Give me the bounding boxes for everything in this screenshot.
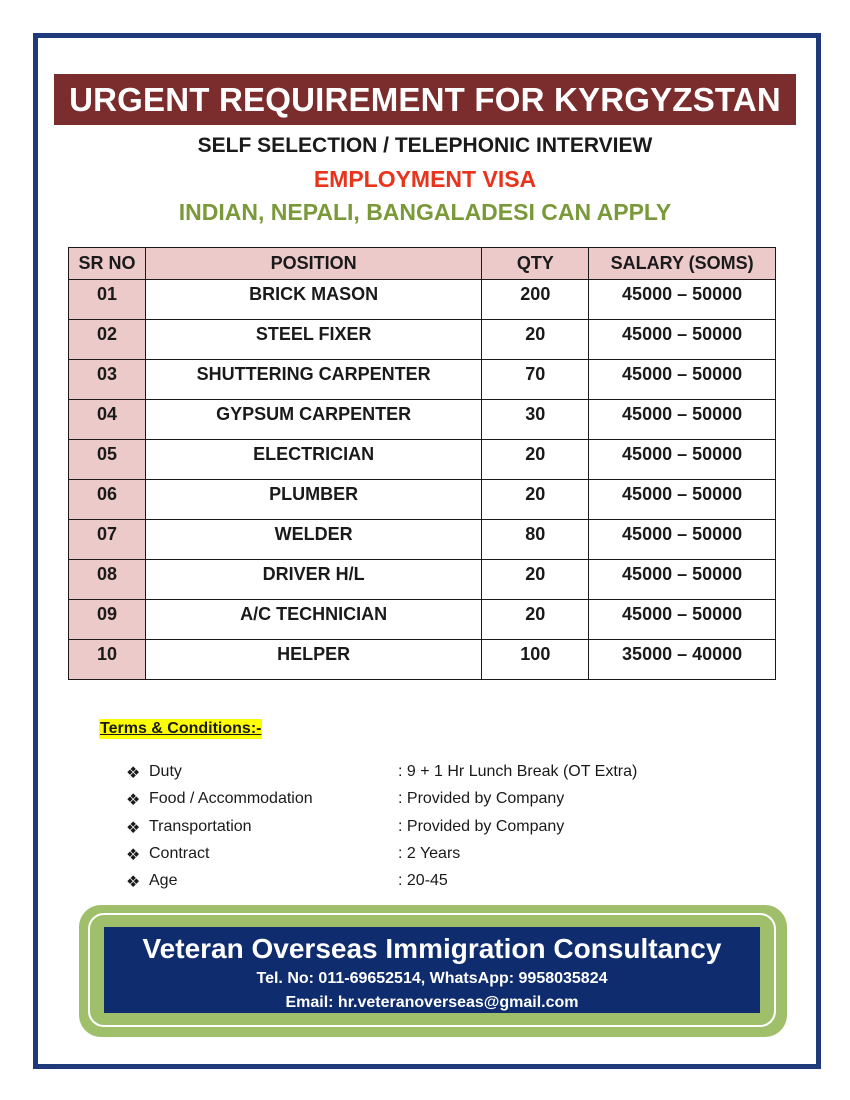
table-row (69, 600, 776, 640)
footer-contact-box (104, 927, 760, 1013)
term-label: Duty (149, 763, 182, 780)
row-sr-no: 05 (69, 440, 146, 480)
row-sr-no: 04 (69, 400, 146, 440)
diamond-bullet-icon: ❖ (126, 765, 141, 782)
header-sr-no: SR NO (69, 248, 146, 280)
term-item (126, 872, 726, 899)
row-salary: 45000 – 50000 (589, 520, 776, 560)
diamond-bullet-icon: ❖ (126, 792, 141, 810)
row-sr-no: 10 (69, 640, 146, 680)
eligibility-line: INDIAN, NEPALI, BANGALADESI CAN APPLY (178, 199, 672, 225)
row-sr-no: 07 (69, 520, 146, 560)
term-label: Food / Accommodation (149, 790, 313, 808)
row-qty: 80 (482, 520, 589, 560)
row-qty: 70 (482, 360, 589, 400)
terms-list (126, 763, 726, 899)
row-position: DRIVER H/L (145, 560, 481, 600)
positions-table (68, 247, 776, 680)
term-label: Transportation (149, 817, 252, 835)
row-qty: 20 (482, 320, 589, 360)
page-title: URGENT REQUIREMENT FOR KYRGYZSTAN (54, 74, 796, 125)
row-position: HELPER (145, 640, 481, 680)
row-salary: 45000 – 50000 (589, 600, 776, 640)
selection-subtitle: SELF SELECTION / TELEPHONIC INTERVIEW (197, 134, 653, 157)
table-row (69, 520, 776, 560)
table-row (69, 560, 776, 600)
row-position: BRICK MASON (145, 280, 481, 320)
row-salary: 45000 – 50000 (589, 440, 776, 480)
term-item (126, 790, 726, 817)
row-qty: 20 (482, 480, 589, 520)
row-salary: 45000 – 50000 (589, 480, 776, 520)
diamond-bullet-icon: ❖ (126, 874, 141, 892)
row-position: ELECTRICIAN (145, 440, 481, 480)
term-value: : Provided by Company (398, 790, 565, 808)
row-sr-no: 09 (69, 600, 146, 640)
row-qty: 200 (482, 280, 589, 320)
row-salary: 45000 – 50000 (589, 400, 776, 440)
table-row (69, 320, 776, 360)
contact-email: Email: hr.veteranoverseas@gmail.com (285, 994, 579, 1011)
table-row (69, 280, 776, 320)
term-item (126, 763, 726, 790)
table-row (69, 400, 776, 440)
row-qty: 30 (482, 400, 589, 440)
row-sr-no: 06 (69, 480, 146, 520)
table-row (69, 360, 776, 400)
row-sr-no: 03 (69, 360, 146, 400)
diamond-bullet-icon: ❖ (126, 846, 141, 864)
row-qty: 100 (482, 640, 589, 680)
table-row (69, 480, 776, 520)
row-qty: 20 (482, 600, 589, 640)
table-row (69, 640, 776, 680)
row-sr-no: 01 (69, 280, 146, 320)
diamond-bullet-icon: ❖ (126, 819, 141, 837)
row-sr-no: 08 (69, 560, 146, 600)
row-salary: 35000 – 40000 (589, 640, 776, 680)
row-sr-no: 02 (69, 320, 146, 360)
term-label: Contract (149, 844, 210, 862)
row-position: STEEL FIXER (145, 320, 481, 360)
row-qty: 20 (482, 440, 589, 480)
contact-phone: Tel. No: 011-69652514, WhatsApp: 9958035824 (256, 970, 608, 987)
row-salary: 45000 – 50000 (589, 360, 776, 400)
row-salary: 45000 – 50000 (589, 280, 776, 320)
term-value: : 9 + 1 Hr Lunch Break (OT Extra) (398, 763, 638, 780)
header-qty: QTY (482, 248, 589, 280)
term-item (126, 818, 726, 845)
term-value: : 2 Years (398, 844, 461, 862)
term-item (126, 845, 726, 872)
row-salary: 45000 – 50000 (589, 320, 776, 360)
terms-title: Terms & Conditions:- (100, 720, 262, 737)
company-name: Veteran Overseas Immigration Consultancy (142, 933, 722, 964)
term-value: : 20-45 (398, 872, 448, 890)
row-position: PLUMBER (145, 480, 481, 520)
table-row (69, 440, 776, 480)
row-position: A/C TECHNICIAN (145, 600, 481, 640)
row-salary: 45000 – 50000 (589, 560, 776, 600)
term-value: : Provided by Company (398, 817, 565, 835)
row-qty: 20 (482, 560, 589, 600)
table-header-row (69, 248, 776, 280)
row-position: SHUTTERING CARPENTER (145, 360, 481, 400)
row-position: WELDER (145, 520, 481, 560)
visa-type: EMPLOYMENT VISA (313, 166, 537, 192)
row-position: GYPSUM CARPENTER (145, 400, 481, 440)
header-position: POSITION (145, 248, 481, 280)
header-salary: SALARY (SOMS) (589, 248, 776, 280)
term-label: Age (149, 872, 178, 890)
